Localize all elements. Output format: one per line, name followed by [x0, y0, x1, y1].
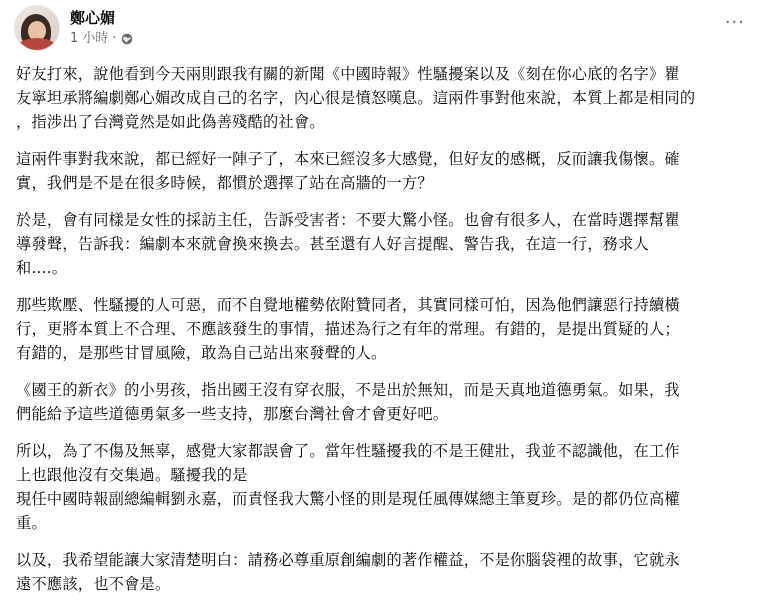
post-meta	[70, 9, 133, 47]
more-options-icon[interactable]: ···	[724, 12, 745, 33]
post-paragraph-4: 那些欺壓、性騷擾的人可惡，而不自覺地權勢依附贊同者，其實同樣可怕，因為他們讓惡行持續橫 行，更將本質上不合理、不應該發生的事情，描述為行之有年的常理。有錯的，是提出質疑的人； 有錯的，是那些甘冒風險，敢為自己站出來發聲的人。	[16, 296, 680, 362]
post-paragraph-5: 《國王的新衣》的小男孩，指出國王沒有穿衣服，不是出於無知，而是天真地道德勇氣。如果，我 們能給予這些道德勇氣多一些支持，那麼台灣社會才會更好吧。	[16, 381, 680, 423]
post-paragraph-2: 這兩件事對我來說，都已經好一陣子了，本來已經沒多大感覺，但好友的感概，反而讓我傷懷。確 實，我們是不是在很多時候，都慣於選擇了站在高牆的一方？	[16, 150, 680, 192]
post-paragraph-6: 所以，為了不傷及無辜，感覺大家都誤會了。當年性騷擾我的不是王健壯，我並不認識他，在工作 上也跟他沒有交集過。騷擾我的是 現任中國時報副總編輯劉永嘉，而責怪我大驚小怪的則是現任風傳媒總主筆夏珍。是的都仍位高權 重。	[16, 442, 680, 532]
post-paragraph-7: 以及，我希望能讓大家清楚明白：請務必尊重原創編劇的著作權益，不是你腦袋裡的故事，它就永 遠不應該，也不會是。	[16, 551, 680, 593]
author-avatar[interactable]	[14, 5, 60, 51]
post-header	[14, 6, 133, 50]
post-paragraph-1: 好友打來，說他看到今天兩則跟我有關的新聞《中國時報》性騷擾案以及《刻在你心底的名字》瞿 友寧坦承將編劇鄭心媚改成自己的名字，內心很是憤怒嘆息。這兩件事對他來說，本質上都是相同的 ，指涉出了台灣竟然是如此偽善殘酷的社會。	[16, 65, 696, 131]
post-subline	[70, 31, 133, 47]
post-body	[16, 62, 750, 609]
separator-dot: ·	[112, 31, 117, 46]
post-paragraph-3: 於是，會有同樣是女性的採訪主任，告訴受害者：不要大驚小怪。也會有很多人，在當時選擇幫瞿 導發聲，告訴我：編劇本來就會換來換去。甚至還有人好言提醒、警告我，在這一行，務求人 和....。	[16, 211, 680, 277]
post-timestamp[interactable]: 1 小時	[70, 31, 109, 46]
globe-icon[interactable]	[121, 33, 133, 45]
author-name[interactable]: 鄭心媚	[70, 9, 116, 27]
